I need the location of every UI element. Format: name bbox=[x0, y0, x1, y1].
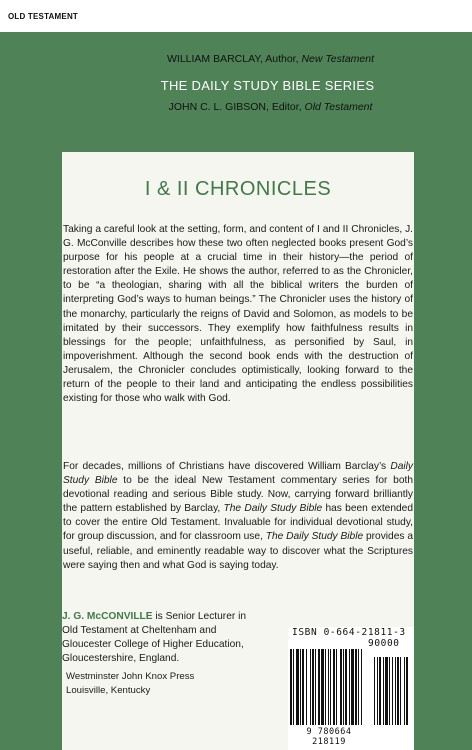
isbn-label: ISBN 0-664-21811-3 bbox=[292, 627, 406, 638]
series-author-name: WILLIAM BARCLAY, bbox=[167, 53, 263, 65]
p2-text: to be the ideal New Testament commentary series for both devotional reading and serious Bible study. Now, carrying forward brilliantly the pattern established by Barclay, bbox=[63, 475, 413, 515]
barcode-number: 9 780664 218119 bbox=[306, 727, 352, 747]
barcode bbox=[290, 649, 412, 727]
barcode-addon-bar bbox=[404, 657, 405, 725]
barcode-addon-bar bbox=[400, 657, 401, 725]
barcode-addon-bar bbox=[379, 657, 381, 725]
barcode-bar bbox=[300, 649, 301, 725]
author-name: J. G. McCONVILLE bbox=[62, 611, 153, 622]
description-paragraph-1: Taking a careful look at the setting, form, and content of I and II Chronicles, J. G. McConville describes how these two often neglected books present God’s purpose for his people at a crucial time in their history—the period of restoration after the Exile. He shows the author, referred to as the Chronicler, to be “a theologian, sharing with all the biblical writers the burden of interpreting God’s ways to human beings.” The Chronicler uses the history of the monarchy, particularly the reigns of David and Solomon, as models to be imitated by their successors. They exemplify how faithfulness results in blessings for the people; unfaithfulness, as personified by Saul, in impoverishment. Although the second book ends with the destruction of Jerusalem, the Chronicler concludes optimistically, looking forward to the return of the people to their land and anticipating the endless possibilities existing for those who walk with God. bbox=[63, 224, 413, 405]
p2-text: provides a useful, reliable, and eminently readable way to discover what the Scriptures were saying then and what God is saying today. bbox=[63, 531, 413, 571]
back-cover-panel bbox=[62, 152, 414, 750]
barcode-bar bbox=[325, 649, 326, 725]
barcode-bar bbox=[318, 649, 320, 725]
book-title: I & II CHRONICLES bbox=[144, 178, 332, 200]
barcode-bar bbox=[355, 649, 357, 725]
barcode-addon-bar bbox=[395, 657, 396, 725]
barcode-addon-bar bbox=[389, 657, 390, 725]
barcode-bar bbox=[296, 649, 299, 725]
barcode-addon-bar bbox=[377, 657, 378, 725]
publisher-name: Westminster John Knox Press bbox=[66, 671, 195, 682]
barcode-bar bbox=[310, 649, 311, 725]
price-code: 90000 bbox=[368, 638, 400, 649]
barcode-addon-bar bbox=[383, 657, 384, 725]
series-author-role-italic: New Testament bbox=[301, 53, 374, 65]
barcode-bar bbox=[315, 649, 316, 725]
barcode-addon-bar bbox=[385, 657, 388, 725]
barcode-addon-bar bbox=[397, 657, 399, 725]
decorative-bars bbox=[60, 32, 120, 118]
barcode-bar bbox=[351, 649, 354, 725]
barcode-bar bbox=[293, 649, 294, 725]
description-paragraph-2 bbox=[62, 460, 414, 573]
author-bio bbox=[62, 610, 262, 666]
decorative-bar bbox=[80, 32, 88, 118]
barcode-bar bbox=[330, 649, 331, 725]
series-author-line bbox=[126, 53, 415, 65]
series-editor-line bbox=[126, 101, 415, 113]
barcode-bar bbox=[361, 649, 362, 725]
barcode-addon-bar bbox=[392, 657, 393, 725]
p2-italic: The Daily Study Bible bbox=[265, 531, 364, 543]
isbn-area bbox=[288, 627, 414, 750]
decorative-bar bbox=[102, 32, 110, 118]
barcode-bar bbox=[336, 649, 337, 725]
barcode-bar bbox=[340, 649, 342, 725]
publisher-block bbox=[66, 670, 266, 697]
barcode-addon-bar bbox=[374, 657, 375, 725]
author-bio-text: is Senior Lecturer in Old Testament at Cheltenham and Gloucester College of Higher Education, Gloucestershire, England. bbox=[62, 611, 247, 665]
barcode-bar bbox=[358, 649, 359, 725]
p2-italic: The Daily Study Bible bbox=[223, 503, 323, 515]
barcode-bar bbox=[306, 649, 307, 725]
barcode-addon-bar bbox=[406, 657, 408, 725]
series-author-role: Author, bbox=[262, 53, 302, 65]
p2-text: For decades, millions of Christians have discovered William Barclay’s bbox=[63, 461, 391, 472]
barcode-bar bbox=[321, 649, 324, 725]
series-editor-role: Editor, bbox=[268, 101, 305, 113]
barcode-bar bbox=[349, 649, 350, 725]
barcode-bar bbox=[302, 649, 304, 725]
barcode-bar bbox=[333, 649, 335, 725]
series-banner: THE DAILY STUDY BIBLE SERIES bbox=[120, 76, 415, 96]
decorative-bar bbox=[91, 32, 99, 118]
series-editor-name: JOHN C. L. GIBSON, bbox=[168, 101, 269, 113]
series-editor-role-italic: Old Testament bbox=[304, 101, 373, 113]
barcode-bar bbox=[290, 649, 292, 725]
barcode-bar bbox=[345, 649, 347, 725]
section-label: OLD TESTAMENT bbox=[8, 12, 79, 21]
barcode-bar bbox=[328, 649, 329, 725]
publisher-location: Louisville, Kentucky bbox=[66, 684, 151, 696]
p2-italic: Daily Study Bible bbox=[63, 461, 413, 487]
barcode-bar bbox=[312, 649, 314, 725]
barcode-bar bbox=[343, 649, 344, 725]
p2-text: has been extended to cover the entire Old Testament. Invaluable for individual devotional study, for group discussion, and for classroom use, bbox=[63, 503, 414, 543]
